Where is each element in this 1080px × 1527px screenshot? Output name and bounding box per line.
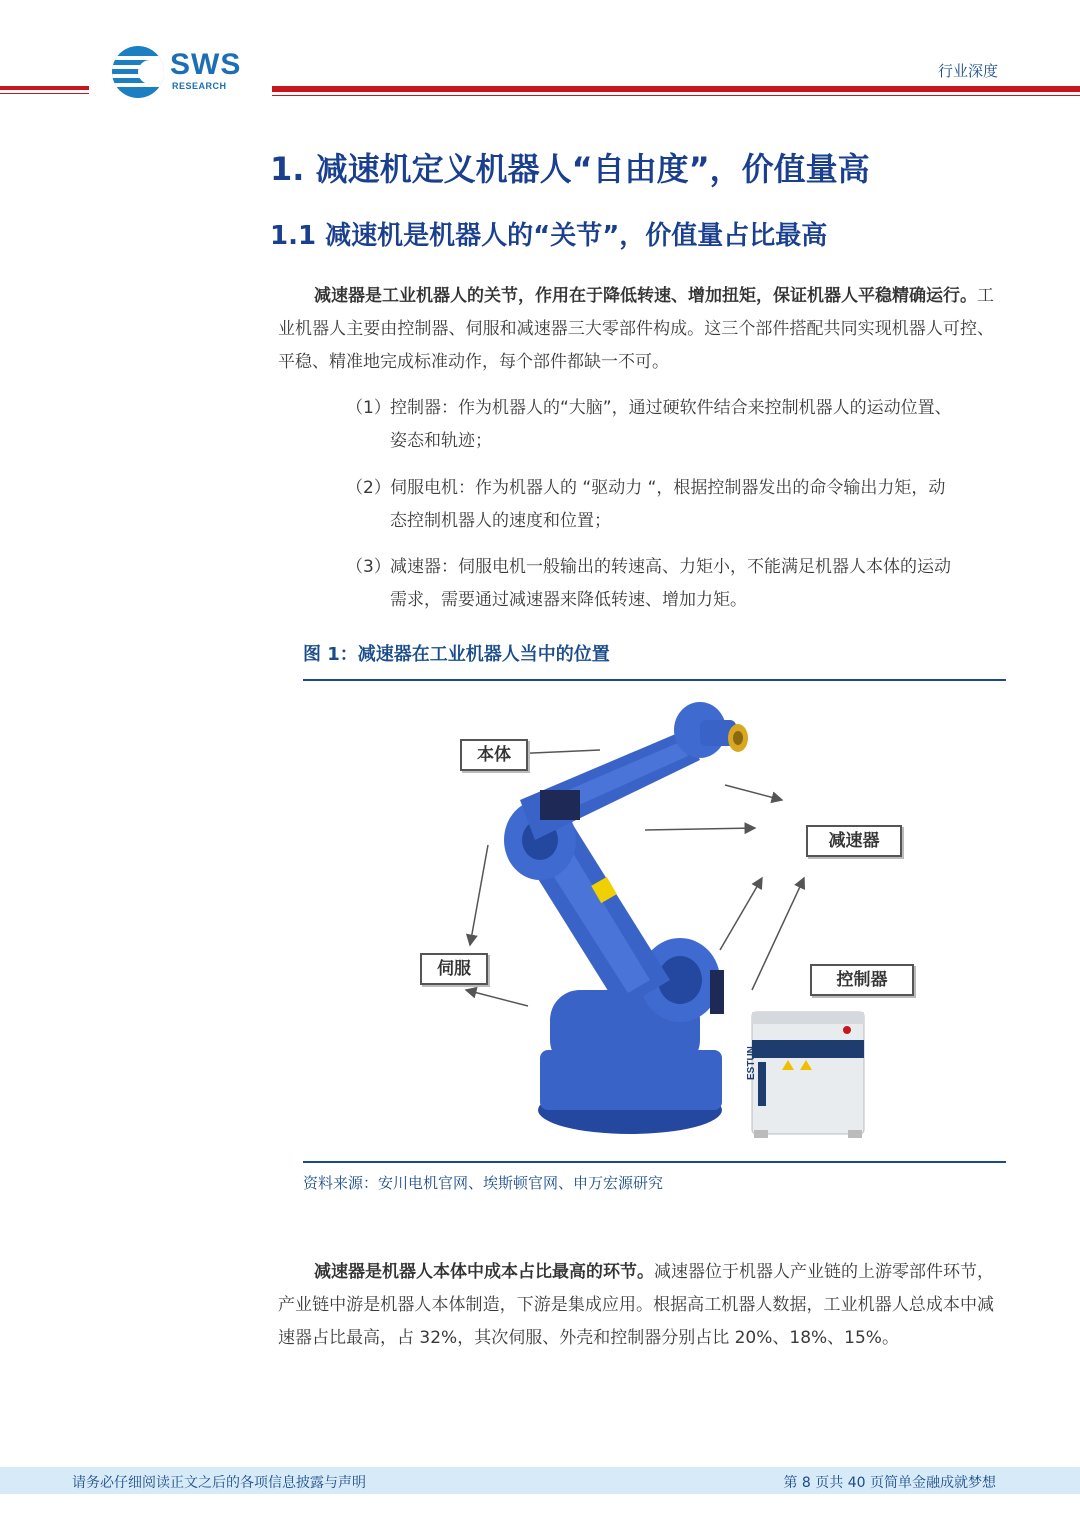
list-number: （1） bbox=[346, 398, 391, 418]
label-servo: 伺服 bbox=[420, 953, 488, 985]
header-rule-thin bbox=[272, 95, 1080, 96]
logo-emblem-icon bbox=[112, 46, 164, 98]
paragraph-text: 工业机器人主要由控制器、伺服和减速器三大零部件构成。这三个部件搭配共同实现机器人可控、平稳、精准地完成标准动作，每个部件都缺一不可。 bbox=[278, 286, 994, 372]
list-item bbox=[346, 551, 994, 617]
report-category: 行业深度 bbox=[937, 62, 998, 80]
list-text: 减速器：伺服电机一般输出的转速高、力矩小，不能满足机器人本体的运动 bbox=[390, 557, 951, 577]
body-paragraph bbox=[278, 1256, 994, 1355]
header-rule-thin bbox=[0, 93, 89, 94]
figure-rule bbox=[303, 1161, 1006, 1163]
paragraph-lead: 减速器是工业机器人的关节，作用在于降低转速、增加扭矩，保证机器人平稳精确运行。 bbox=[314, 286, 977, 306]
list-text: 控制器：作为机器人的“大脑”，通过硬软件结合来控制机器人的运动位置、 bbox=[390, 398, 952, 418]
robot-lower-arm bbox=[504, 800, 670, 1010]
robot-upper-arm bbox=[520, 702, 748, 840]
list-text: 伺服电机：作为机器人的 “驱动力 “，根据控制器发出的命令输出力矩，动 bbox=[390, 478, 946, 498]
header-rule bbox=[272, 86, 1080, 92]
list-item bbox=[346, 392, 994, 458]
footer-page-number: 第 8 页共 40 页简单金融成就梦想 bbox=[783, 1475, 996, 1491]
label-body: 本体 bbox=[460, 739, 528, 771]
list-item bbox=[346, 472, 994, 538]
subsection-heading: 1.1 减速机是机器人的“关节”，价值量占比最高 bbox=[270, 221, 828, 251]
list-number: （2） bbox=[346, 478, 391, 498]
logo-text: SWS bbox=[170, 48, 242, 81]
list-text: 需求，需要通过减速器来降低转速、增加力矩。 bbox=[390, 590, 747, 610]
list-number: （3） bbox=[346, 557, 391, 577]
section-heading: 1. 减速机定义机器人“自由度”，价值量高 bbox=[270, 150, 870, 188]
label-reducer: 减速器 bbox=[806, 825, 902, 857]
figure-source: 资料来源：安川电机官网、埃斯顿官网、申万宏源研究 bbox=[303, 1174, 664, 1192]
controller-cabinet bbox=[752, 1012, 864, 1138]
header-rule bbox=[0, 86, 89, 90]
paragraph-text: 减速器位于机器人产业链的上游零部件环节，产业链中游是机器人本体制造，下游是集成应用。根据高工机器人数据，工业机器人总成本中减速器占比最高，占 32%，其次伺服、外壳和控制器分别占比 20%、18%、15%。 bbox=[278, 1262, 994, 1348]
list-text: 态控制机器人的速度和位置； bbox=[390, 511, 611, 531]
robot-figure bbox=[400, 690, 940, 1156]
label-controller: 控制器 bbox=[810, 964, 914, 996]
figure-rule bbox=[303, 679, 1006, 681]
cabinet-brand: ESTUN bbox=[746, 1046, 757, 1080]
sws-logo bbox=[112, 44, 252, 100]
logo-subtext: RESEARCH bbox=[172, 81, 227, 91]
footer-disclaimer: 请务必仔细阅读正文之后的各项信息披露与声明 bbox=[72, 1475, 366, 1491]
figure-title: 图 1：减速器在工业机器人当中的位置 bbox=[303, 644, 610, 665]
list-text: 姿态和轨迹； bbox=[390, 431, 492, 451]
body-paragraph bbox=[278, 280, 994, 379]
paragraph-lead: 减速器是机器人本体中成本占比最高的环节。 bbox=[314, 1262, 654, 1282]
